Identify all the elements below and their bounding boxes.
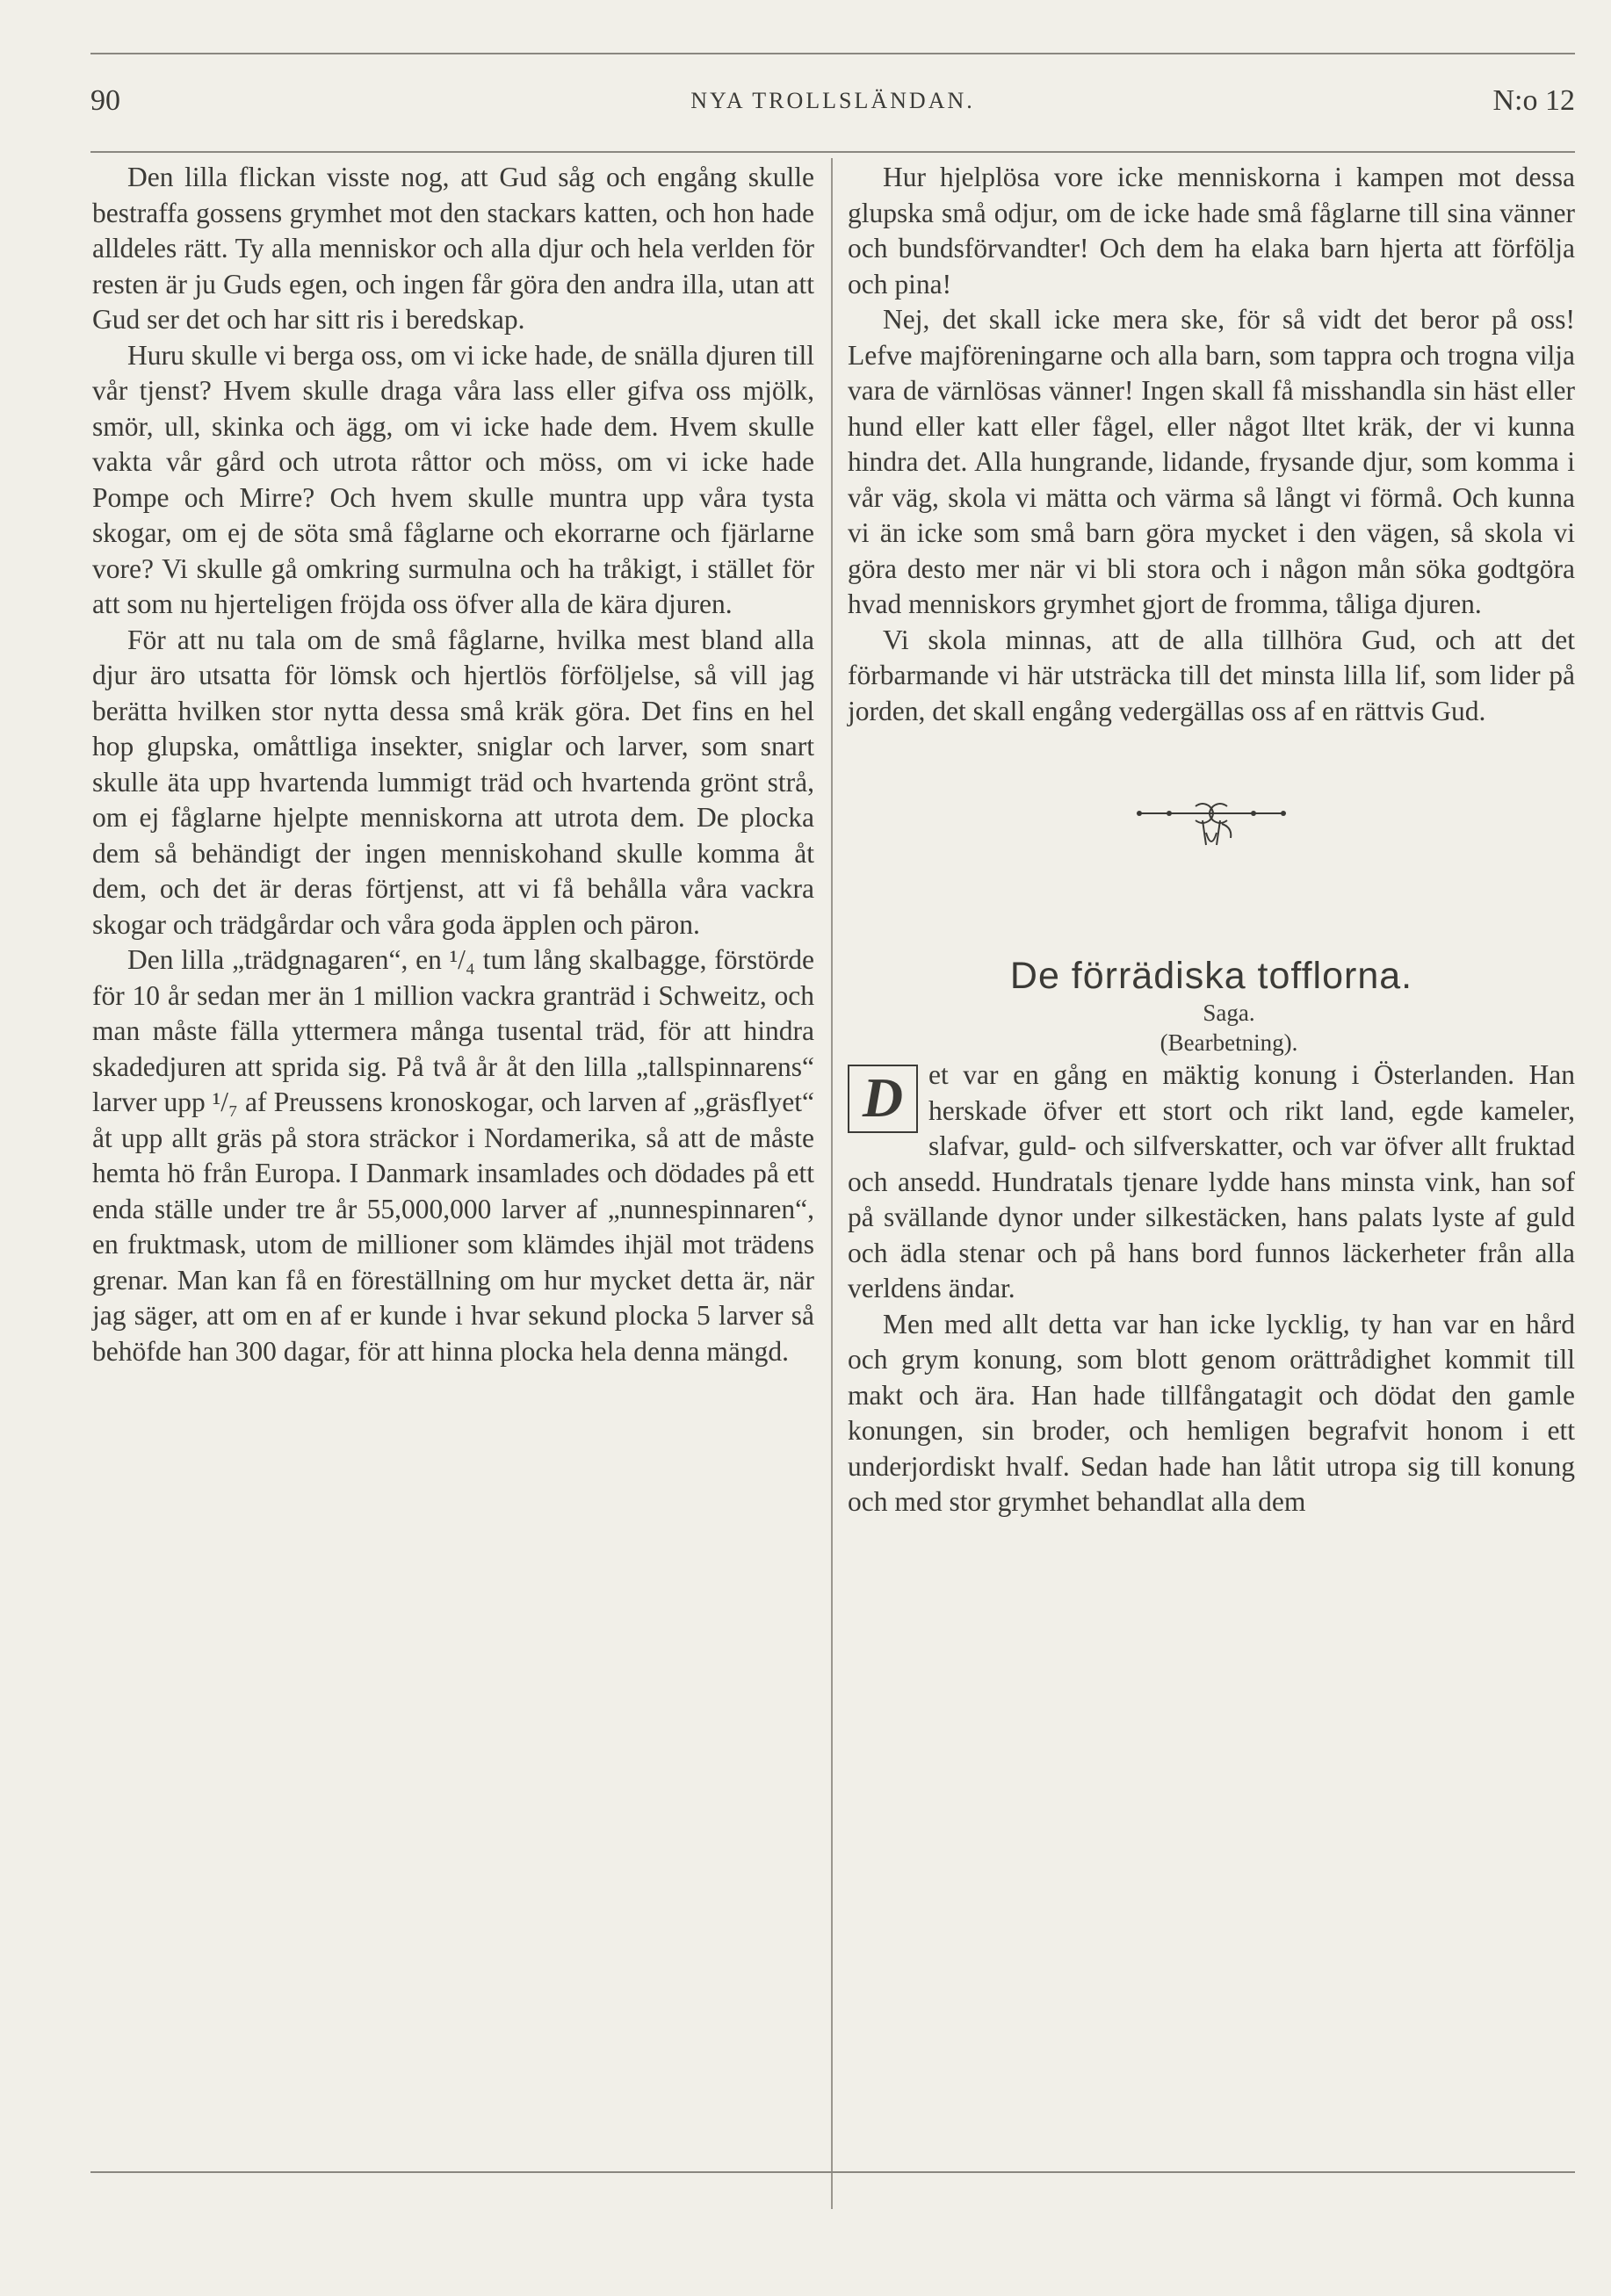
right-paragraph-3: Vi skola minnas, att de alla tillhöra Gud, och att det förbarmande vi här utsträcka till det minsta lilla lif, som lider på jorden, det skall engång vedergällas oss af en rättvis Gud. bbox=[848, 624, 1575, 726]
left-paragraph-4: Den lilla „trädgnagaren“, en ¹/₄ tum lång skalbagge, förstörde för 10 år sedan mer än 1 million vackra granträd i Schweitz, och man måste fälla yttermera många tusental träd, för att hindra skadedjuren att sprida sig. På två år åt den lilla „tallspinnarens“ larver upp ¹/₇ af Preussens kronoskogar, och larven af „gräsflyet“ åt upp allt gräs på stora sträckor i Nordamerika, så att de måste hemta hö från Europa. I Danmark insamlades och dödades på ett enda ställe under tre år 55,000,000 larver af „nunnespinnaren“, en fruktmask, utom de millioner som klämdes ihjäl mot trädens grenar. Man kan få en föreställning om hur mycket detta är, när jag säger, att om en af er kunde i hvar sekund plocka 5 larver så behöfde han 300 dagar, för att hinna plocka hela denna mängd. bbox=[92, 944, 814, 1367]
right-paragraph-1: Hur hjelplösa vore icke menniskorna i kampen mot dessa glupska små odjur, om de icke hade små fåglarne till sina vänner och bundsförvandter! Och dem ha elaka barn hjerta att förfölja och pina! bbox=[848, 162, 1575, 300]
story-paragraph-1-text: et var en gång en mäktig konung i Österlanden. Han herskade öfver ett stort och rikt land, egde kameler, slafvar, guld- och silfverskatter, och var öfver allt fruktad och ansedd. Hundratals tjenare lydde hans minsta vink, han sof på svällande dynor under silkestäcken, hans palats lyste af guld och ädla stenar och på hans bord funnos läckerheter från alla verldens ändar. bbox=[848, 1059, 1575, 1303]
drop-cap: D bbox=[848, 1065, 918, 1133]
left-column bbox=[92, 160, 814, 1369]
running-head bbox=[90, 84, 1575, 137]
right-column bbox=[848, 160, 1575, 1520]
story-paragraph-2: Men med allt detta var han icke lycklig, ty han var en hård och grym konung, som blott genom orättrådighet kommit till makt och ära. Han hade tillfångatagit och dödat den gamle konungen, sin broder, och hemligen begrafvit honom i ett underjordiskt hvalf. Sedan hade han låtit utropa sig till konung och med stor grymhet behandlat alla dem bbox=[848, 1308, 1575, 1517]
story-paragraph-1 bbox=[848, 1058, 1575, 1307]
story-genre: Saga. bbox=[1203, 1000, 1255, 1026]
header-rule bbox=[90, 151, 1575, 153]
story-note: (Bearbetning). bbox=[1159, 1029, 1298, 1056]
journal-title: NYA TROLLSLÄNDAN. bbox=[690, 88, 975, 113]
left-paragraph-3: För att nu tala om de små fåglarne, hvilka mest bland alla djur äro utsatta för lömsk och hjertlös förföljelse, så vill jag berätta hvilken stor nytta dessa små kräk göra. Det fins en hel hop glupska, omåttliga insekter, sniglar och larver, som snart skulle äta upp hvartenda lummigt träd och hvartenda grönt strå, om ej fåglarne hjelpte menniskorna att utrota dem. De plocka dem så behändigt der ingen menniskohand skulle komma åt dem, och det är deras förtjenst, att vi få behålla våra vackra skogar och trädgårdar och våra goda äpplen och päron. bbox=[92, 624, 814, 940]
page bbox=[90, 53, 1575, 2237]
story-title: De förrädiska tofflorna. bbox=[1009, 955, 1413, 997]
issue-number: N:o 12 bbox=[1492, 84, 1575, 117]
section-ornament-icon bbox=[1134, 801, 1289, 854]
left-paragraph-2: Huru skulle vi berga oss, om vi icke hade, de snälla djuren till vår tjenst? Hvem skulle draga våra lass eller gifva oss mjölk, smör, ull, skinka och ägg, om vi icke hade dem. Hvem skulle vakta vår gård och utrota råttor och möss, om vi icke hade Pompe och Mirre? Och hvem skulle muntra upp våra tysta skogar, om ej de söta små fåglarne och ekorrarne och fjärlarne vore? Vi skulle gå omkring surmulna och ha tråkigt, i stället för att som nu hjerteligen fröjda oss öfver alla de kära djuren. bbox=[92, 339, 814, 619]
right-paragraph-2: Nej, det skall icke mera ske, för så vidt det beror på oss! Lefve majföreningarne och alla barn, som tappra och trogna vilja vara de värnlösas vänner! Ingen skall få misshandla sin häst eller hund eller katt eller fågel, eller något lltet kräk, der vi kunna hindra det. Alla hungrande, lidande, frysande djur, som komma i vår väg, skola vi mätta och värma så långt vi förmå. Och kunna vi än icke som små barn göra mycket i den vägen, så skola vi göra desto mer när vi bli stora och i någon mån söka godtgöra hvad menniskors grymhet gjort de fromma, tåliga djuren. bbox=[848, 304, 1575, 619]
bottom-rule bbox=[90, 2171, 1575, 2173]
page-number: 90 bbox=[90, 84, 120, 117]
left-paragraph-1: Den lilla flickan visste nog, att Gud såg och engång skulle bestraffa gossens grymhet mot den stackars katten, och hon hade alldeles rätt. Ty alla menniskor och alla djur och hela verlden för resten är ju Guds egen, och ingen får göra den andra illa, utan att Gud ser det och har sitt ris i beredskap. bbox=[92, 162, 814, 335]
column-divider bbox=[831, 158, 833, 2209]
